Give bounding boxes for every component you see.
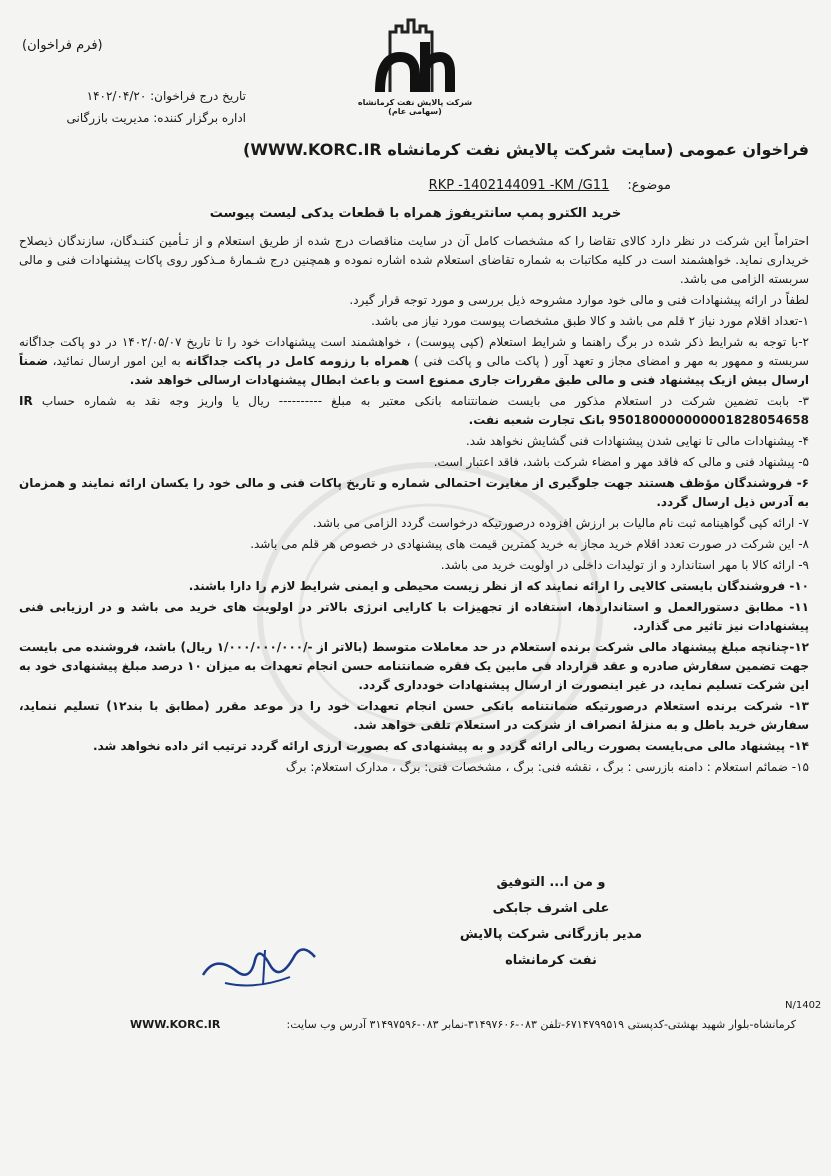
clause-11: ۱۱- مطابق دستورالعمل و استانداردها، استفاده از تجهیزات با کارایی انرژی بالاتر در اولویت های خرید می باشد و در ارزیابی فنی پیشنهادات نیز تاثیر می گذارد. xyxy=(19,600,809,633)
page-title: فراخوان عمومی (سایت شرکت پالایش نفت کرمانشاه WWW.KORC.IR) xyxy=(243,140,809,159)
intro-paragraph-2: لطفاً در ارائه پیشنهادات فنی و مالی خود موارد مشروحه ذیل بررسی و مورد توجه قرار گیرد. xyxy=(349,293,809,307)
clause-10: ۱۰- فروشندگان بایستی کالایی را ارائه نمایند که از نظر زیست محیطی و ایمنی شرایط لازم را دارا باشند. xyxy=(188,579,809,593)
clause-8: ۸- این شرکت در صورت تعدد اقلام خرید مجاز به خرید کمترین قیمت های پیشنهادی در خصوص هر قلم می باشد. xyxy=(250,537,809,551)
subject-description: خرید الکترو پمپ سانتریفوژ همراه با قطعات یدکی لیست پیوست xyxy=(209,206,622,221)
clause-7: ۷- ارائه کپی گواهینامه ثبت نام مالیات بر ارزش افزوده درصورتیکه درخواست گردد الزامی می باشد. xyxy=(312,516,809,530)
clause-14: ۱۴- پیشنهاد مالی می‌بایست بصورت ریالی ارائه گردد و به پیشنهادی که بصورت ارزی ارائه گردد ترتیب اثر داده نخواهد شد. xyxy=(93,739,809,753)
clause-6: ۶- فروشندگان مؤظف هستند جهت جلوگیری از مغایرت احتمالی شماره و تاریخ پاکات فنی و مالی خود را یکسان ارائه نمایند و همزمان به آدرس ذیل ارسال گردد. xyxy=(19,476,809,509)
footer-address xyxy=(130,1018,796,1031)
closing-salutation: و من ا... التوفیق xyxy=(496,875,606,890)
intro-paragraph-1: احتراماً این شرکت در نظر دارد کالای تقاضا را که مشخصات کامل آن در سایت مناقصات درج شده از طریق استعلام و از تـأمین کننـدگان، سازندگان ذیصلاح خریداری نماید. خواهشمند است در کلیه مکاتبات به شماره تقاضای استعلام شده اشاره نموده و همچنین درج شـمارۀ مـذکور روی پاکات پیشنهادات فنی و مالی سربسته الزامی می باشد. xyxy=(19,234,809,286)
subject-label: موضوع: xyxy=(627,178,671,193)
clause-3: ۳- بابت تضمین شرکت در استعلام مذکور می بایست ضمانتنامه بانکی معتبر به مبلغ ---------- ریال یا واریز وجه نقد به شماره حساب IR 950180000000001828054658 بانک تجارت شعبه نفت. xyxy=(19,394,809,427)
subject-line xyxy=(429,178,671,193)
signatory-name: علی اشرف جابکی xyxy=(492,901,610,916)
handwritten-signature xyxy=(195,935,325,995)
clause-9: ۹- ارائه کالا با مهر استاندارد و از تولیدات داخلی در اولویت خرید می باشد. xyxy=(440,558,809,572)
clause-13: ۱۳- شرکت برنده استعلام درصورتیکه ضمانتنامه بانکی حسن انجام تعهدات خود را در موعد مقرر (مطابق با بند۱۲) تسلیم ننماید، سفارش خرید باطل و به منزلهٔ انصراف از شرکت در استعلام تلقی خواهد شد. xyxy=(19,699,809,732)
subject-code: RKP -1402144091 -KM /G11 xyxy=(428,178,610,193)
clause-12: ۱۲-چنانچه مبلغ پیشنهاد مالی شرکت برنده استعلام در حد معاملات متوسط (بالاتر از -/۱/۰۰۰/۰۰۰/۰۰۰ ریال) باشد، فروشنده می بایست جهت تضمین سفارش صادره و عقد قرارداد فی مابین یک فقره ضمانتنامه حسن انجام تعهدات به میزان ۱۰ درصد مبلغ پیشنهادی خود به این شرکت تسلیم نماید، در غیر اینصورت از ارسال پیشنهادات خودداری گردد. xyxy=(19,640,809,692)
logo-caption: شرکت پالایش نفت کرمانشاه (سهامی عام) xyxy=(357,98,473,116)
footer-website-link[interactable]: WWW.KORC.IR xyxy=(130,1018,221,1031)
clause-2: ۲-با توجه به شرایط ذکر شده در برگ راهنما و شرایط استعلام (کپی پیوست) ، خواهشمند است پیشنهادات خود را تا تاریخ ۱۴۰۲/۰۵/۰۷ در دو پاکت جداگانه سربسته و ممهور به مهر و امضای مجاز و تعهد آور ( پاکت مالی و پاکت فنی ) همراه با رزومه کامل در پاکت جداگانه به این امور ارسال نمائید، ضمناً ارسال بیش ازیک پیشنهاد فنی و مالی طبق مقررات جاری ممنوع است و باعث ابطال پیشنهادات ارسالی خواهد شد. xyxy=(19,335,809,387)
clause-1: ۱-تعداد اقلام مورد نیاز ۲ قلم می باشد و کالا طبق مشخصات پیوست مورد نیاز می باشد. xyxy=(371,314,809,328)
closing-block xyxy=(451,870,651,974)
footer-address-text: کرمانشاه-بلوار شهید بهشتی-کدپستی ۶۷۱۴۷۹۹۵۱۹-تلفن ۰۸۳-۳۱۴۹۷۶۰۶-نمابر ۰۸۳-۳۱۴۹۷۵۹۶ آدرس وب سایت: xyxy=(286,1018,796,1031)
form-type-label: (فرم فراخوان) xyxy=(22,38,103,53)
publish-date: تاریخ درج فراخوان: ۱۴۰۲/۰۴/۲۰ xyxy=(86,89,246,103)
publish-meta xyxy=(67,85,246,129)
clause-5: ۵- پیشنهاد فنی و مالی که فاقد مهر و امضاء شرکت باشد، فاقد اعتبار است. xyxy=(433,455,809,469)
bank-iban: IR 950180000000001828054658 xyxy=(19,394,809,427)
signatory-title: مدیر بازرگانی شرکت پالایش نفت کرمانشاه xyxy=(459,927,643,968)
korc-refinery-logo-icon xyxy=(370,12,460,107)
organizing-office: اداره برگزار کننده: مدیریت بازرگانی xyxy=(66,111,246,125)
document-body xyxy=(19,232,809,779)
clause-4: ۴- پیشنهادات مالی تا نهایی شدن پیشنهادات فنی گشایش نخواهد شد. xyxy=(465,434,809,448)
reference-number: N/1402 xyxy=(785,1000,822,1011)
clause-15: ۱۵- ضمائم استعلام : دامنه بازرسی : برگ ، نقشه فنی: برگ ، مشخصات فنی: برگ ، مدارک استعلام: برگ xyxy=(285,760,809,774)
